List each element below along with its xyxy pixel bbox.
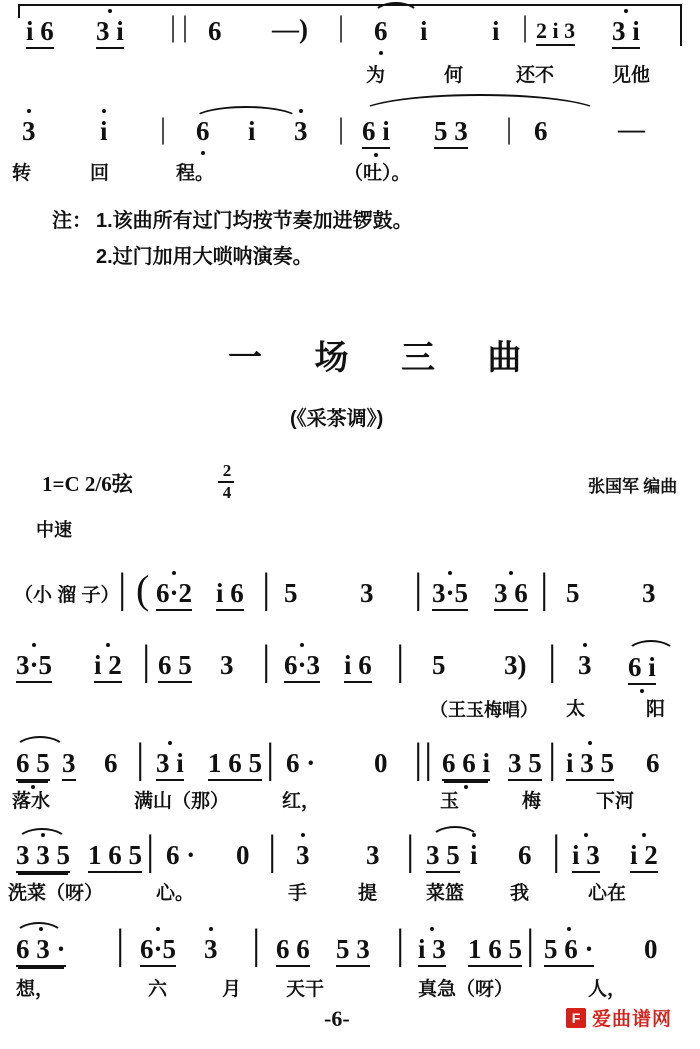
lyric: 阳 [646, 699, 666, 720]
barline: | [262, 638, 271, 684]
watermark-text: 爱曲谱网 [592, 1009, 673, 1030]
lyric: 真急（呀） [418, 979, 514, 1000]
lyric: 人， [588, 979, 627, 1000]
music-system-5 [0, 922, 700, 1008]
barline: | [252, 922, 261, 968]
note: 6 [518, 840, 532, 870]
lyric: 转 [12, 163, 32, 184]
note-line: 1.该曲所有过门均按节奏加进锣鼓。 [96, 210, 413, 232]
note-rest: 0 [374, 748, 388, 778]
site-watermark [566, 1004, 672, 1031]
note-group: 3 i [156, 750, 184, 781]
barline: | [526, 922, 535, 968]
meter-rule [218, 481, 234, 483]
note: 6 · [286, 748, 316, 778]
note-group: 3·5 [432, 580, 468, 611]
barline: | [182, 10, 189, 43]
note-group: 6 i [362, 118, 390, 149]
note-group: 6·5 [140, 936, 176, 967]
note: i [420, 16, 428, 46]
note-group: 1 6 5 [468, 936, 522, 967]
lyric: 程。 [176, 163, 215, 184]
note: 3 [578, 650, 592, 680]
note-group: 5 6 · [544, 936, 594, 967]
lyric: 心。 [156, 883, 195, 904]
barline: | [338, 112, 345, 145]
note-group: i 3 [418, 936, 446, 967]
key-signature: 1=C 2/6弦 [42, 472, 133, 496]
note: 3 [220, 650, 234, 680]
note-group: 2 i 3 [536, 20, 575, 46]
lyric: 天干 [286, 979, 325, 1000]
system-top-rule [18, 4, 682, 6]
barline: | [424, 736, 433, 782]
note-group: 5 3 [336, 936, 370, 967]
top-system-1 [0, 0, 700, 86]
note-group: 6 5 [158, 652, 192, 683]
note-group: i 3 5 [566, 750, 614, 781]
meter-signature [216, 462, 238, 501]
barline: | [170, 10, 177, 43]
note-group: 6 3 · [16, 936, 66, 967]
notes-label: 注： [52, 210, 92, 232]
meter-top: 2 [222, 461, 232, 480]
barline: | [160, 112, 167, 145]
music-system-1 [0, 556, 700, 630]
note-group: 3 5 [426, 842, 460, 873]
note: 3 [360, 578, 374, 608]
lyric: 六 [148, 979, 168, 1000]
lyric: 下河 [596, 791, 635, 812]
note: 6 [534, 116, 548, 146]
note-group: 6·3 [284, 652, 320, 683]
barline: | [396, 638, 405, 684]
barline: | [506, 112, 513, 145]
composer-credit: 张国军 编曲 [588, 477, 678, 496]
barline: | [268, 828, 277, 874]
note-group: 3 5 [508, 750, 542, 781]
barline: | [414, 566, 423, 612]
barline: | [548, 736, 557, 782]
lyric: 提 [358, 883, 378, 904]
barline: | [406, 828, 415, 874]
barline: | [262, 566, 271, 612]
note-group: 3 6 [494, 580, 528, 611]
note-group: 6 5 [16, 750, 50, 781]
lyric: 梅 [522, 791, 542, 812]
note-group: 3 3 5 [16, 842, 70, 873]
note: 3 [204, 934, 218, 964]
note: 3 [294, 116, 308, 146]
note: 3) [504, 650, 527, 680]
note: 5 [566, 578, 580, 608]
page-number: -6- [324, 1006, 350, 1031]
barline: | [338, 10, 345, 43]
note: 6 [374, 16, 388, 46]
meter-bottom: 4 [222, 483, 232, 502]
note: i [100, 116, 108, 146]
repeat-open: ( [136, 567, 150, 612]
barline: | [552, 828, 561, 874]
note-rest: 0 [236, 840, 250, 870]
instrument-label: （小 溜 子） [14, 585, 120, 606]
lyric: 我 [510, 883, 530, 904]
lyric: 满山（那） [134, 791, 230, 812]
singer-label: （王玉梅唱） [430, 700, 538, 720]
barline: | [142, 638, 151, 684]
lyric: 手 [288, 883, 308, 904]
note-group: 1 6 5 [208, 750, 262, 781]
note-group: 6 6 i [442, 750, 490, 781]
system-left-tick [18, 4, 20, 18]
barline: | [414, 736, 423, 782]
note: 6 · [166, 840, 196, 870]
note-group: i 2 [630, 842, 658, 873]
note: 6 [646, 748, 660, 778]
note-group: i 6 [26, 18, 54, 49]
barline: | [396, 922, 405, 968]
system-right-edge [680, 4, 682, 46]
lyric: 还不 [516, 65, 555, 86]
tempo-marking: 中速 [36, 520, 72, 540]
note-group: 5 3 [434, 118, 468, 149]
music-system-2 [0, 640, 700, 730]
note: 3 [366, 840, 380, 870]
barline: | [146, 828, 155, 874]
note: 6 [208, 16, 222, 46]
note: 3 [296, 840, 310, 870]
note-group: i 6 [344, 652, 372, 683]
note-group: 3 i [612, 18, 640, 49]
lyric: 玉 [440, 791, 460, 812]
lyric: 回 [90, 163, 110, 184]
music-system-3 [0, 736, 700, 822]
lyric: 落水 [12, 791, 51, 812]
watermark-badge: F [566, 1008, 586, 1028]
barline: | [136, 736, 145, 782]
barline: | [522, 10, 529, 43]
lyric: 为 [366, 65, 386, 86]
note-group: 6 6 [276, 936, 310, 967]
barline: | [548, 638, 557, 684]
note-rest: —) [272, 14, 308, 44]
note-group: i 3 [572, 842, 600, 873]
page-subtitle: (《采茶调》) [290, 408, 384, 430]
note-rest: 0 [644, 934, 658, 964]
note: i [248, 116, 256, 146]
lyric: 心在 [588, 883, 627, 904]
note: 5 [284, 578, 298, 608]
note-group: 3·5 [16, 652, 52, 683]
barline: | [118, 566, 127, 612]
note: 6 [104, 748, 118, 778]
barline: | [116, 922, 125, 968]
lyric: 太 [566, 699, 586, 720]
note-group: i 6 [216, 580, 244, 611]
lyric: 红， [282, 791, 321, 812]
lyric: 洗菜（呀） [8, 883, 104, 904]
note: i [492, 16, 500, 46]
music-system-4 [0, 828, 700, 914]
note-group: 1 6 5 [88, 842, 142, 873]
note: 5 [432, 650, 446, 680]
note-group: i 2 [94, 652, 122, 683]
top-system-2 [0, 108, 700, 184]
note: 3 [642, 578, 656, 608]
note-group: 3 i [96, 18, 124, 49]
barline: | [266, 736, 275, 782]
note-dash: — [618, 114, 645, 144]
note-group: 6 i [628, 654, 656, 685]
note-group: 3 [62, 750, 76, 781]
note: 3 [22, 116, 36, 146]
lyric: 想， [16, 979, 55, 1000]
note-line: 2.过门加用大唢呐演奏。 [96, 246, 313, 268]
lyric: （吐）。 [344, 163, 411, 184]
lyric: 月 [222, 979, 242, 1000]
lyric: 见他 [612, 65, 651, 86]
lyric: 何 [444, 65, 464, 86]
note: 6 [196, 116, 210, 146]
note-group: 6·2 [156, 580, 192, 611]
slur [358, 94, 602, 114]
note: i [470, 840, 478, 870]
barline: | [540, 566, 549, 612]
page-title: 一 场 三 曲 [228, 340, 544, 377]
lyric: 菜篮 [426, 883, 465, 904]
